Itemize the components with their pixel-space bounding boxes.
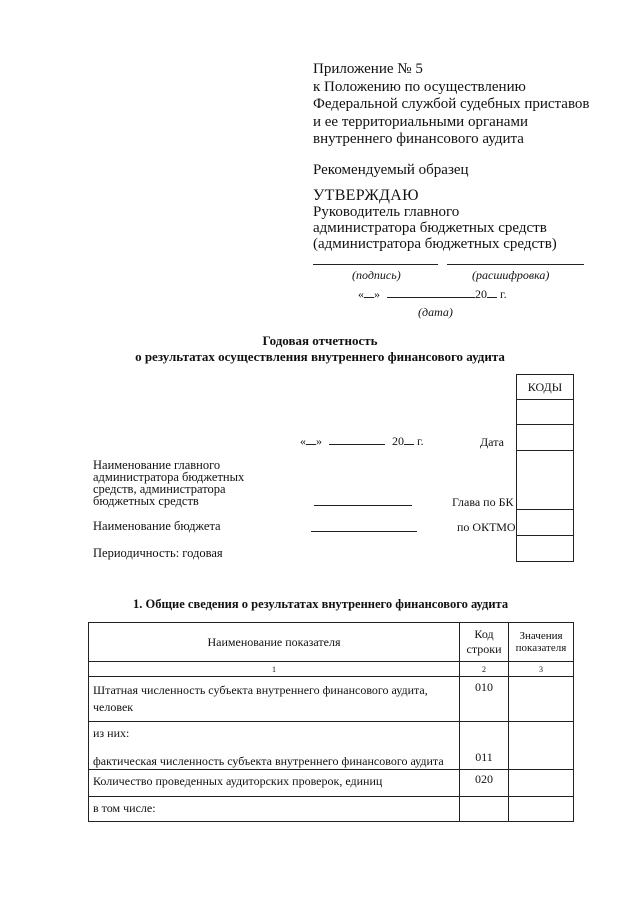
report-date <box>300 434 424 449</box>
row-value[interactable] <box>509 677 574 722</box>
year-suffix: г. <box>500 287 507 301</box>
col-header-code-line: Код <box>474 627 494 641</box>
row-value[interactable] <box>509 797 574 822</box>
quote-open: « <box>300 434 306 448</box>
decode-label: (расшифровка) <box>472 268 550 282</box>
codes-oktmo-cell <box>517 510 574 536</box>
col-number: 2 <box>460 662 509 677</box>
table-row <box>89 722 574 770</box>
year-prefix: 20 <box>392 434 404 448</box>
col-header-code <box>460 623 509 662</box>
quote-close: » <box>316 434 322 448</box>
budget-label: Наименование бюджета <box>93 519 221 533</box>
row-code: 020 <box>460 770 509 797</box>
col-header-code-line: строки <box>466 642 502 656</box>
col-number: 3 <box>509 662 574 677</box>
decode-line <box>447 264 584 265</box>
admin-name-label <box>93 459 244 507</box>
row-name-line: из них: <box>93 726 130 740</box>
admin-label-line: бюджетных средств <box>93 494 199 508</box>
admin-label-line: администратора бюджетных <box>93 470 245 484</box>
periodicity-label: Периодичность: годовая <box>93 546 223 560</box>
codes-cell <box>517 400 574 425</box>
appendix-header <box>313 61 590 179</box>
row-name: Количество проведенных аудиторских проверок, единиц <box>89 770 460 797</box>
row-name-line: Штатная численность субъекта внутреннего финансового аудита, <box>93 683 428 697</box>
col-header-value-line: показателя <box>515 642 567 654</box>
col-header-value-line: Значения <box>519 630 563 642</box>
row-name <box>89 722 460 770</box>
admin-label-line: средств, администратора <box>93 482 226 496</box>
appendix-line: Федеральной службой судебных приставов <box>313 96 590 112</box>
oktmo-code-label: по ОКТМО <box>457 520 516 534</box>
appendix-number: Приложение № 5 <box>313 61 423 77</box>
approval-line: администратора бюджетных средств <box>313 220 547 236</box>
recommended-sample: Рекомендуемый образец <box>313 161 469 178</box>
admin-name-field[interactable] <box>314 505 412 506</box>
col-header-value <box>509 623 574 662</box>
appendix-line: к Положению по осуществлению <box>313 78 526 95</box>
signature-line <box>313 264 438 265</box>
quote-open: « <box>358 287 364 301</box>
row-name-line: фактическая численность субъекта внутреннего финансового аудита <box>93 754 444 768</box>
glava-code-label: Глава по БК <box>452 495 514 509</box>
row-name <box>89 677 460 722</box>
approval-line: (администратора бюджетных средств) <box>313 236 557 252</box>
row-name: в том числе: <box>89 797 460 822</box>
approval-line: Руководитель главного <box>313 204 460 220</box>
row-value[interactable] <box>509 770 574 797</box>
date-code-label: Дата <box>480 435 504 449</box>
approval-date <box>358 287 507 302</box>
admin-label-line: Наименование главного <box>93 458 221 472</box>
report-title: Годовая отчетность <box>262 333 378 348</box>
approval-block <box>313 188 557 252</box>
col-header-name: Наименование показателя <box>89 623 460 662</box>
row-name-line: человек <box>93 700 134 714</box>
codes-date-cell <box>517 425 574 451</box>
quote-close: » <box>374 287 380 301</box>
col-number: 1 <box>89 662 460 677</box>
audit-summary-table <box>88 622 574 822</box>
section-1-title: 1. Общие сведения о результатах внутреннего финансового аудита <box>133 597 509 611</box>
codes-table <box>516 374 574 562</box>
approve-heading: УТВЕРЖДАЮ <box>313 187 419 204</box>
signature-label: (подпись) <box>352 268 401 282</box>
appendix-line: внутреннего финансового аудита <box>313 131 524 147</box>
table-row <box>89 677 574 722</box>
table-row <box>89 770 574 797</box>
appendix-line: и ее территориальными органами <box>313 113 528 130</box>
row-code: 011 <box>460 722 509 770</box>
table-row <box>89 797 574 822</box>
codes-glava-cell <box>517 451 574 510</box>
codes-header: КОДЫ <box>517 375 574 400</box>
row-code <box>460 797 509 822</box>
year-prefix: 20 <box>475 287 487 301</box>
row-code: 010 <box>460 677 509 722</box>
codes-period-cell <box>517 536 574 562</box>
date-label: (дата) <box>418 305 453 319</box>
row-value[interactable] <box>509 722 574 770</box>
year-suffix: г. <box>417 434 424 448</box>
budget-name-field[interactable] <box>311 531 417 532</box>
report-subtitle: о результатах осуществления внутреннего финансового аудита <box>135 349 505 364</box>
